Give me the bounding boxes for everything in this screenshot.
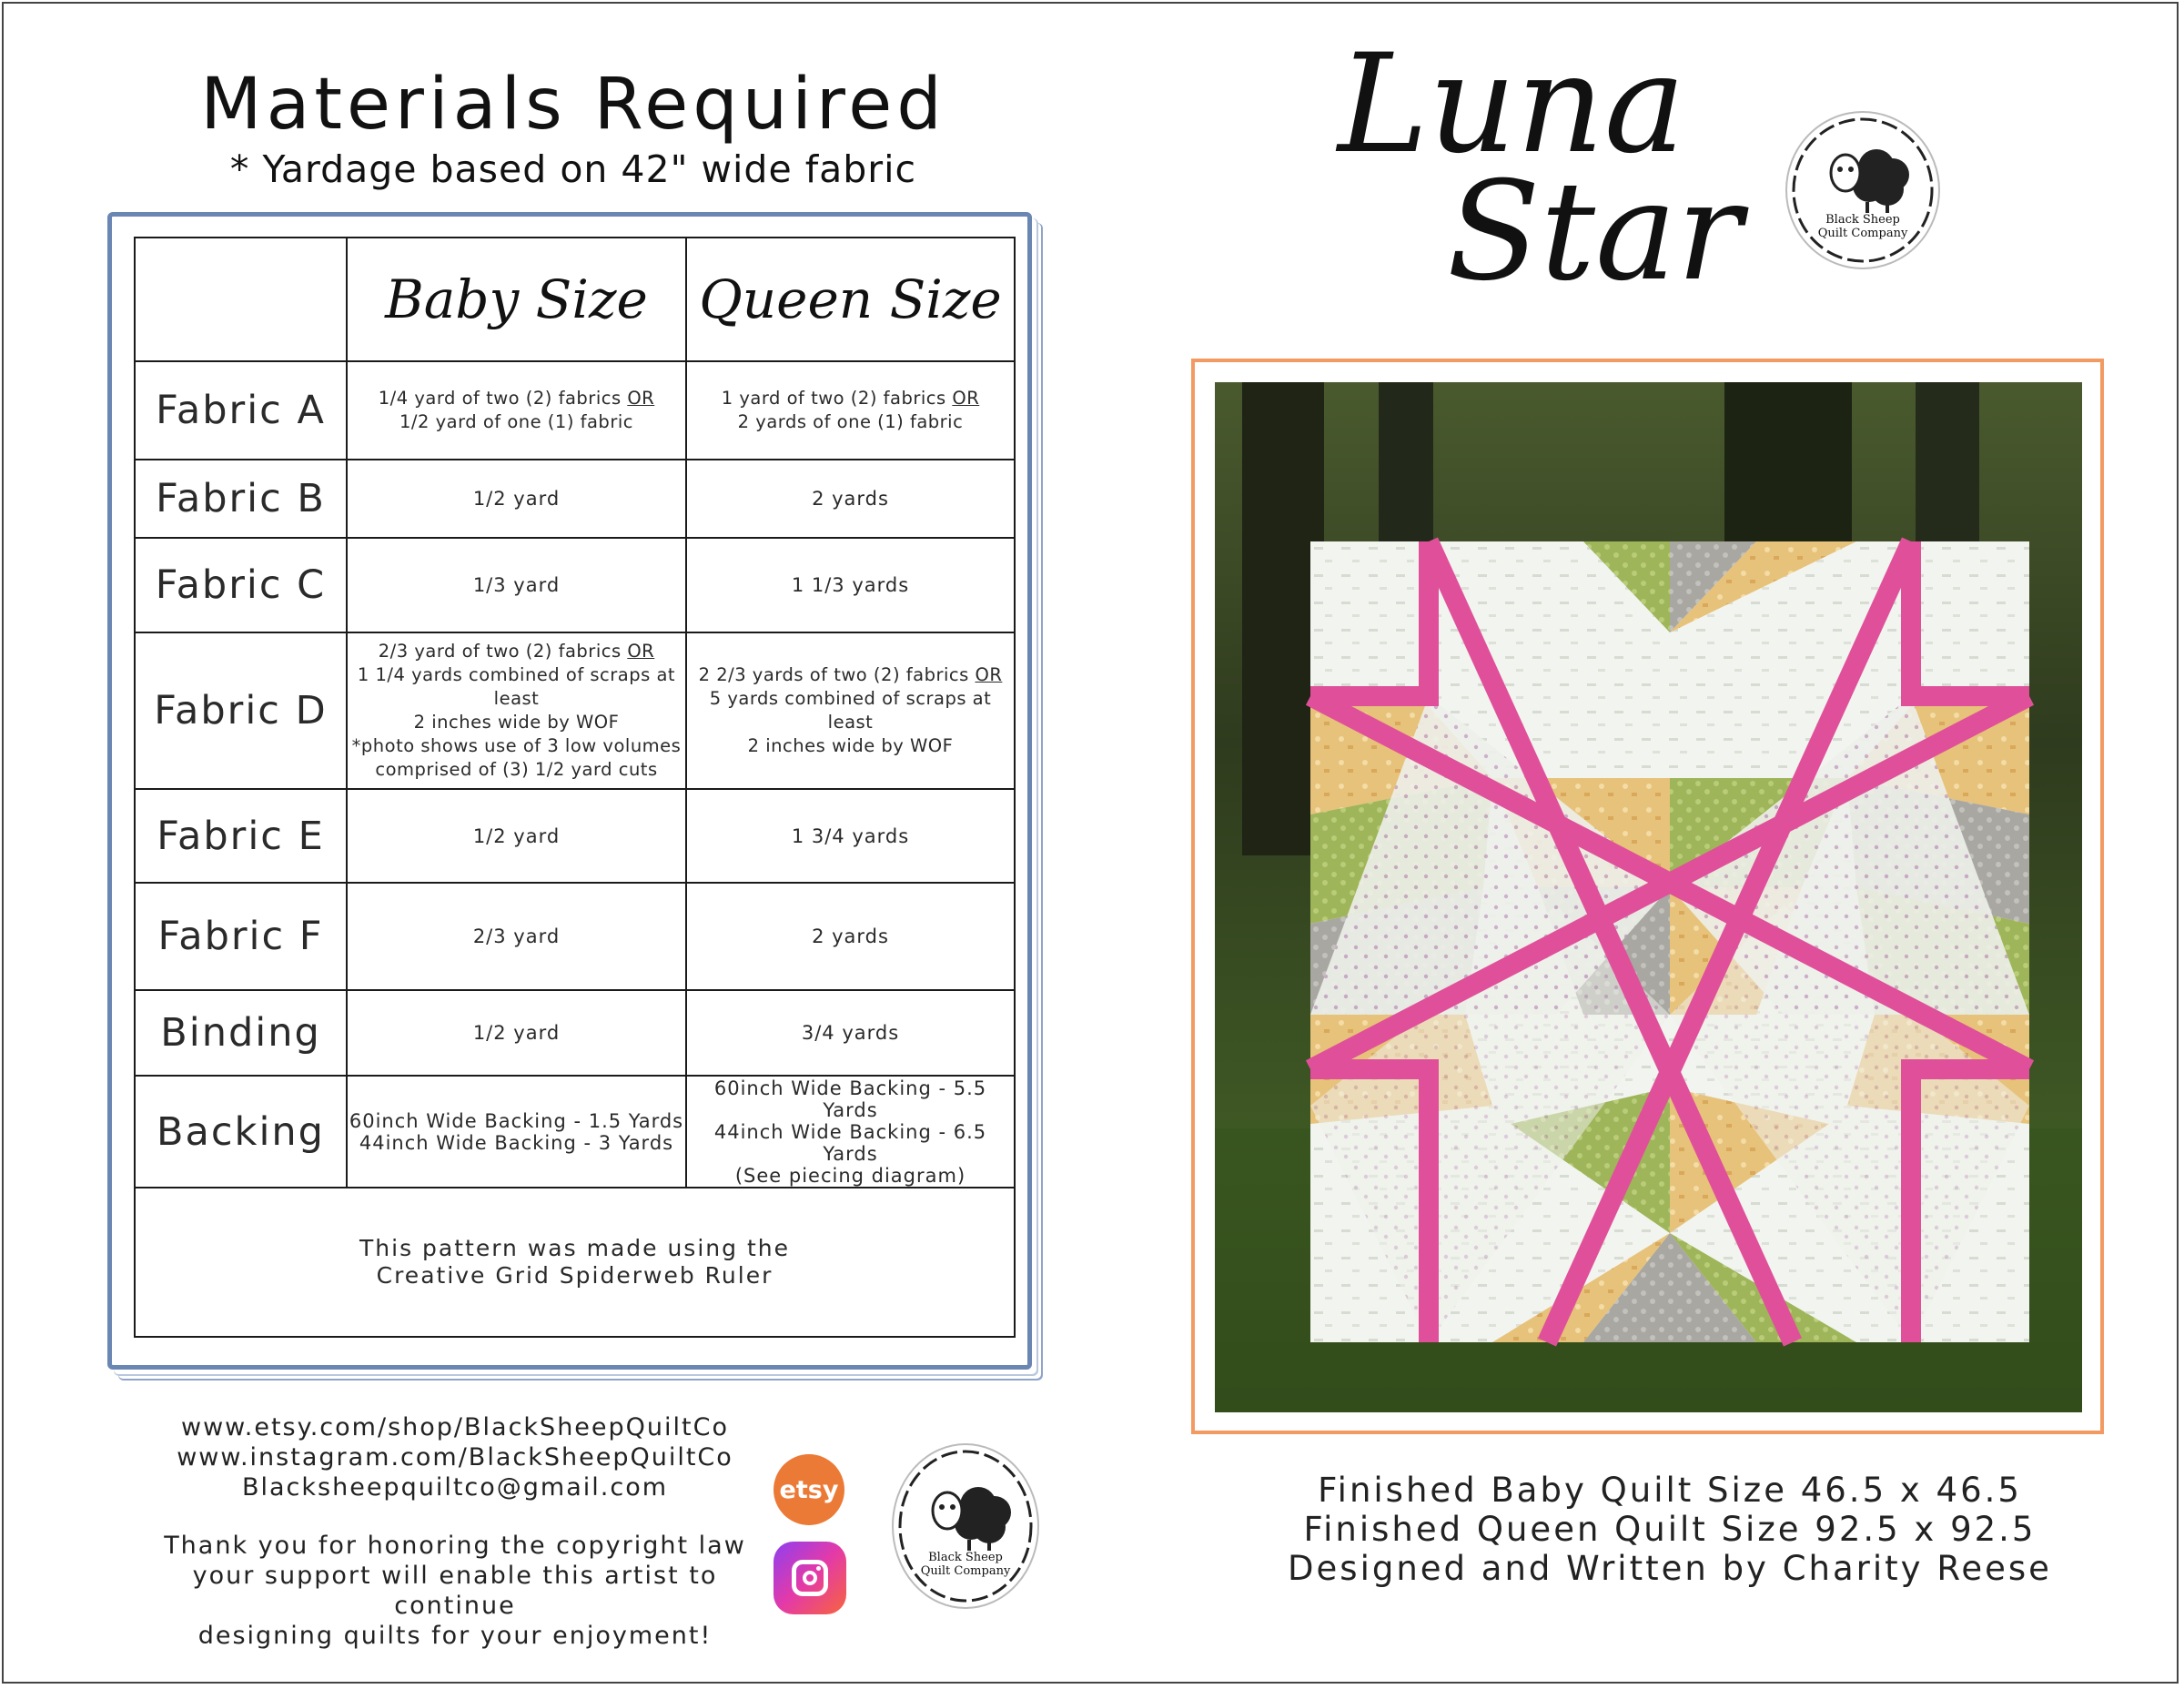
- header-queen-size: Queen Size: [686, 238, 1015, 361]
- logo-text: Quilt Company: [920, 1564, 1011, 1578]
- queen-cell: 2 2/3 yards of two (2) fabrics OR 5 yards combined of scraps at least 2 inches wide by WOF: [686, 632, 1015, 789]
- logo-text: Black Sheep: [928, 1551, 1003, 1564]
- table-row: [135, 990, 1015, 1076]
- header-baby-size: Baby Size: [347, 238, 686, 361]
- etsy-icon[interactable]: etsy: [774, 1454, 844, 1525]
- queen-cell: 3/4 yards: [686, 990, 1015, 1076]
- row-label: Fabric E: [135, 789, 347, 883]
- instagram-link[interactable]: www.instagram.com/BlackSheepQuiltCo: [177, 1443, 733, 1472]
- row-label: Backing: [135, 1076, 347, 1188]
- queen-cell: 60inch Wide Backing - 5.5 Yards 44inch Wide Backing - 6.5 Yards (See piecing diagram): [686, 1076, 1015, 1188]
- sheep-icon: [887, 1440, 1044, 1613]
- table-row: [135, 538, 1015, 632]
- etsy-link[interactable]: www.etsy.com/shop/BlackSheepQuiltCo: [180, 1413, 729, 1441]
- pattern-title-star: Star: [1447, 153, 1743, 311]
- logo-text: Quilt Company: [1817, 226, 1908, 240]
- table-row: [135, 1076, 1015, 1188]
- quilt-image: [1215, 382, 2082, 1412]
- row-label: Fabric A: [135, 361, 347, 460]
- header-empty-cell: [135, 238, 347, 361]
- baby-cell: 1/2 yard: [347, 460, 686, 538]
- designer-credit: Designed and Written by Charity Reese: [1288, 1549, 2052, 1588]
- queen-cell: 1 3/4 yards: [686, 789, 1015, 883]
- black-sheep-logo-top: [1782, 107, 1944, 273]
- contact-block: [136, 1412, 774, 1502]
- baby-cell: 1/3 yard: [347, 538, 686, 632]
- baby-cell: 1/4 yard of two (2) fabrics OR 1/2 yard of one (1) fabric: [347, 361, 686, 460]
- row-label: Fabric F: [135, 883, 347, 990]
- table-row: [135, 361, 1015, 460]
- table-note-row: [135, 1188, 1015, 1337]
- finished-baby-size: Finished Baby Quilt Size 46.5 x 46.5: [1318, 1471, 2022, 1510]
- row-label: Fabric C: [135, 538, 347, 632]
- finished-queen-size: Finished Queen Quilt Size 92.5 x 92.5: [1303, 1510, 2037, 1549]
- quilt-photo: [1215, 382, 2082, 1412]
- queen-cell: 2 yards: [686, 460, 1015, 538]
- table-header-row: [135, 238, 1015, 361]
- sheep-icon: [1782, 107, 1944, 273]
- materials-title: Materials Required: [200, 64, 946, 146]
- materials-table: [134, 237, 1016, 1338]
- table-row: [135, 632, 1015, 789]
- baby-cell: 60inch Wide Backing - 1.5 Yards 44inch Wide Backing - 3 Yards: [347, 1076, 686, 1188]
- email-link[interactable]: Blacksheepquiltco@gmail.com: [241, 1473, 669, 1502]
- copyright-thanks: Thank you for honoring the copyright law your support will enable this artist to continue designing quilts for your enjoyment!: [164, 1532, 746, 1650]
- materials-subtitle: * Yardage based on 42" wide fabric: [229, 147, 917, 191]
- row-label: Fabric D: [135, 632, 347, 789]
- queen-cell: 2 yards: [686, 883, 1015, 990]
- table-row: [135, 883, 1015, 990]
- row-label: Fabric B: [135, 460, 347, 538]
- black-sheep-logo-bottom: [887, 1440, 1044, 1613]
- baby-cell: 1/2 yard: [347, 990, 686, 1076]
- table-row: [135, 460, 1015, 538]
- baby-cell: 2/3 yard: [347, 883, 686, 990]
- queen-cell: 1 yard of two (2) fabrics OR 2 yards of one (1) fabric: [686, 361, 1015, 460]
- queen-cell: 1 1/3 yards: [686, 538, 1015, 632]
- logo-text: Black Sheep: [1825, 212, 1900, 227]
- ruler-note: This pattern was made using the Creative Grid Spiderweb Ruler: [135, 1188, 1015, 1337]
- row-label: Binding: [135, 990, 347, 1076]
- table-row: [135, 789, 1015, 883]
- baby-cell: 1/2 yard: [347, 789, 686, 883]
- pattern-title-luna: Luna: [1338, 25, 1686, 184]
- instagram-icon[interactable]: [774, 1542, 846, 1614]
- baby-cell: 2/3 yard of two (2) fabrics OR 1 1/4 yards combined of scraps at least 2 inches wide by WOF *photo shows use of 3 low volumes comprised of (3) 1/2 yard cuts: [347, 632, 686, 789]
